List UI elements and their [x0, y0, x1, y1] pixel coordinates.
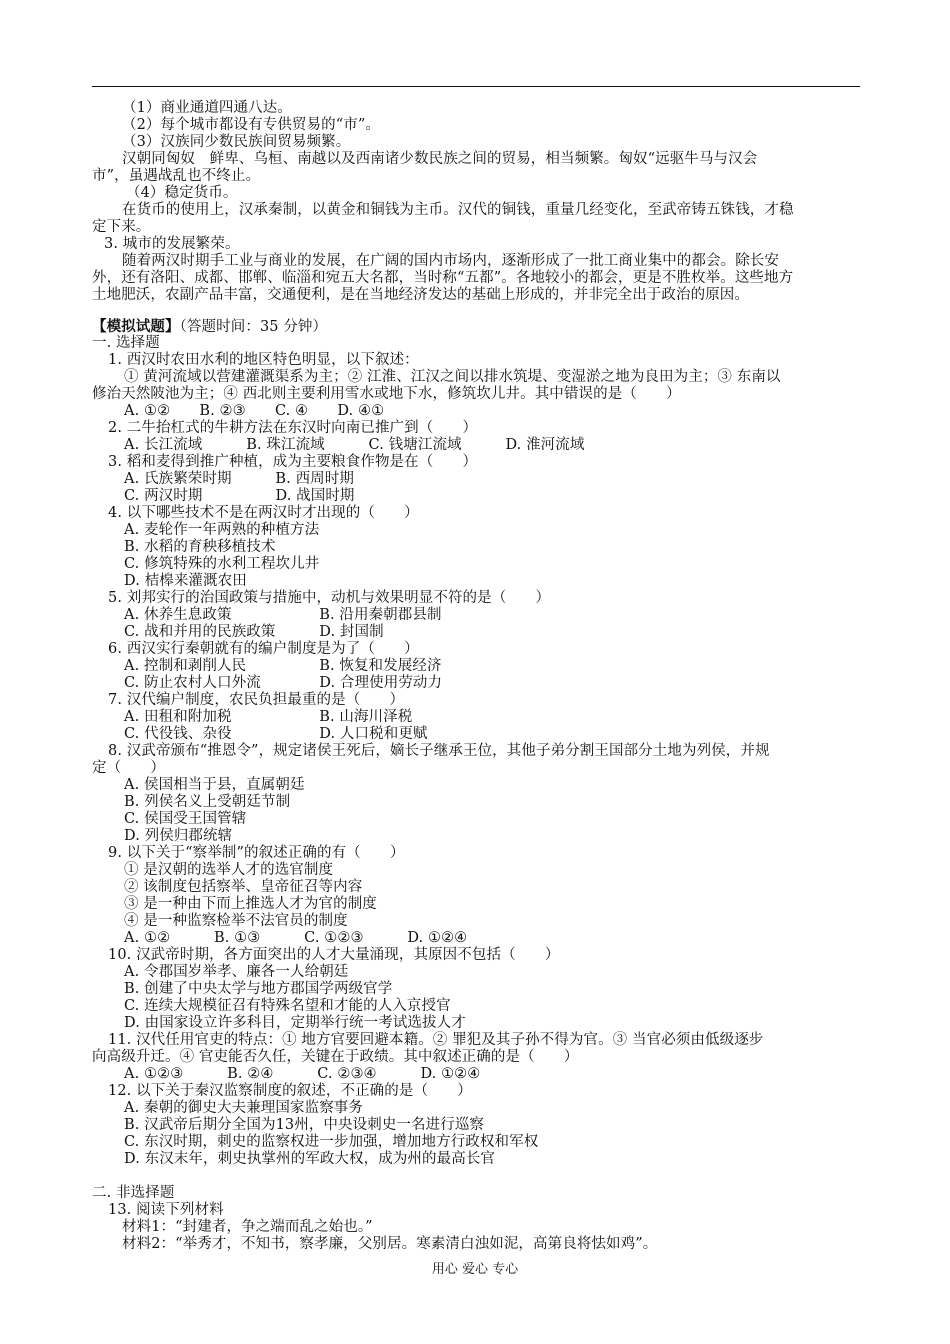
question: 3. 稻和麦得到推广种植，成为主要粮食作物是在（ ）: [108, 454, 478, 470]
answer-option: C. 侯国受王国管辖: [124, 811, 247, 827]
question: 10. 汉武帝时期，各方面突出的人才大量涌现，其原因不包括（ ）: [108, 947, 560, 963]
answer-options: A. ①② B. ②③ C. ④ D. ④①: [124, 403, 385, 419]
answer-option: A. 秦朝的御史大夫兼理国家监察事务: [124, 1100, 363, 1116]
text-line: （2）每个城市都设有专供贸易的“市”。: [122, 117, 380, 133]
question: 2. 二牛抬杠式的牛耕方法在东汉时向南已推广到（ ）: [108, 420, 478, 436]
question: 7. 汉代编户制度，农民负担最重的是（ ）: [108, 692, 405, 708]
answer-options: C. 战和并用的民族政策 D. 封国制: [124, 624, 384, 640]
text-line: 外，还有洛阳、成都、邯郸、临淄和宛五大名都，当时称“五都”。各地较小的都会，更是不胜枚举。这些地方: [92, 270, 794, 286]
question: 8. 汉武帝颁布“推恩令”，规定诸侯王死后，嫡长子继承王位，其他子弟分割王国部分土地为列侯，并规: [108, 743, 770, 759]
text-line: ④ 是一种监察检举不法官员的制度: [124, 913, 348, 929]
question: 13. 阅读下列材料: [108, 1202, 224, 1218]
answer-options: A. ①② B. ①③ C. ①②③ D. ①②④: [124, 930, 468, 946]
text-line: （1）商业通道四通八达。: [122, 100, 292, 116]
text-line: ② 该制度包括察举、皇帝征召等内容: [124, 879, 363, 895]
answer-option: D. 桔槔来灌溉农田: [124, 573, 247, 589]
text-line: （3）汉族同少数民族间贸易频繁。: [122, 134, 351, 150]
answer-option: A. 侯国相当于县，直属朝廷: [124, 777, 305, 793]
answer-options: A. 休养生息政策 B. 沿用秦朝郡县制: [124, 607, 442, 623]
text-line: 材料2：“举秀才，不知书，察孝廉，父别居。寒素清白浊如泥，高第良将怯如鸡”。: [122, 1236, 658, 1252]
text-line: （4）稳定货币。: [126, 185, 238, 201]
text-line: 材料1：“封建者，争之端而乱之始也。”: [122, 1219, 373, 1235]
text-line: 一. 选择题: [92, 335, 160, 351]
answer-option: B. 列侯名义上受朝廷节制: [124, 794, 291, 810]
text-line: 在货币的使用上，汉承秦制，以黄金和铜钱为主币。汉代的铜钱，重量几经变化，至武帝铸五铢钱，才稳: [122, 202, 794, 218]
text-line: 定（ ）: [92, 760, 165, 776]
answer-options: A. 长江流域 B. 珠江流域 C. 钱塘江流域 D. 淮河流域: [124, 437, 585, 453]
answer-options: C. 代役钱、杂役 D. 人口税和更赋: [124, 726, 428, 742]
question: 5. 刘邦实行的治国政策与措施中，动机与效果明显不符的是（ ）: [108, 590, 551, 606]
answer-option: A. 麦轮作一年两熟的种植方法: [124, 522, 320, 538]
answer-option: B. 水稻的育秧移植技术: [124, 539, 276, 555]
question: 6. 西汉实行秦朝就有的编户制度是为了（ ）: [108, 641, 419, 657]
answer-options: C. 两汉时期 D. 战国时期: [124, 488, 355, 504]
answer-options: A. 田租和附加税 B. 山海川泽税: [124, 709, 413, 725]
section-heading: [92, 318, 327, 336]
page-footer: 用心 爱心 专心: [431, 1262, 519, 1277]
text-line: ① 是汉朝的选举人才的选官制度: [124, 862, 334, 878]
text-line: 土地肥沃，农副产品丰富，交通便利，是在当地经济发达的基础上形成的，并非完全出于政治的原因。: [92, 287, 749, 303]
text-line: 二. 非选择题: [92, 1185, 175, 1201]
answer-option: D. 东汉末年，刺史执掌州的军政大权，成为州的最高长官: [124, 1151, 496, 1167]
text-line: 向高级升迁。④ 官吏能否久任，关键在于政绩。其中叙述正确的是（ ）: [92, 1049, 579, 1065]
section-heading-note: （答题时间：35 分钟）: [179, 319, 328, 335]
text-line: ③ 是一种由下而上推选人才为官的制度: [124, 896, 377, 912]
text-line: ① 黄河流域以营建灌溉渠系为主；② 江淮、江汉之间以排水筑堤、变湿淤之地为良田为主；③ 东南以: [124, 369, 781, 385]
question: 12. 以下关于秦汉监察制度的叙述，不正确的是（ ）: [108, 1083, 472, 1099]
answer-options: C. 防止农村人口外流 D. 合理使用劳动力: [124, 675, 443, 691]
question: 9. 以下关于“察举制”的叙述正确的有（ ）: [108, 845, 405, 861]
answer-option: B. 汉武帝后期分全国为13州，中央设刺史一名进行巡察: [124, 1117, 485, 1133]
answer-option: D. 列侯归郡统辖: [124, 828, 233, 844]
section-heading-title: 【模拟试题】: [92, 318, 180, 335]
answer-option: C. 连续大规模征召有特殊名望和才能的人入京授官: [124, 998, 451, 1014]
text-line: 汉朝同匈奴 鲜卑、乌桓、南越以及西南诸少数民族之间的贸易，相当频繁。匈奴“远驱牛马与汉会: [122, 151, 758, 167]
header-rule: [92, 86, 860, 87]
answer-option: B. 创建了中央太学与地方郡国学两级官学: [124, 981, 393, 997]
answer-options: A. ①②③ B. ②④ C. ②③④ D. ①②④: [124, 1066, 481, 1082]
text-line: 3. 城市的发展繁荣。: [104, 236, 240, 252]
question: 4. 以下哪些技术不是在两汉时才出现的（ ）: [108, 505, 419, 521]
text-line: 修治天然陂池为主；④ 西北则主要利用雪水或地下水，修筑坎儿井。其中错误的是（ ）: [92, 386, 681, 402]
answer-options: A. 控制和剥削人民 B. 恢复和发展经济: [124, 658, 442, 674]
answer-option: D. 由国家设立许多科目，定期举行统一考试选拔人才: [124, 1015, 466, 1031]
answer-options: A. 氏族繁荣时期 B. 西周时期: [124, 471, 354, 487]
question: 11. 汉代任用官吏的特点：① 地方官要回避本籍。② 罪犯及其子孙不得为官。③ 当官必须由低级逐步: [108, 1032, 764, 1048]
question: 1. 西汉时农田水利的地区特色明显，以下叙述：: [108, 352, 419, 368]
answer-option: C. 东汉时期，刺史的监察权进一步加强，增加地方行政权和军权: [124, 1134, 539, 1150]
answer-option: A. 令郡国岁举孝、廉各一人给朝廷: [124, 964, 349, 980]
answer-option: C. 修筑特殊的水利工程坎儿井: [124, 556, 320, 572]
text-line: 市”，虽遇战乱也不终止。: [92, 168, 261, 184]
text-line: 定下来。: [92, 219, 151, 235]
text-line: 随着两汉时期手工业与商业的发展，在广阔的国内市场内，逐渐形成了一批工商业集中的都会。除长安: [122, 253, 779, 269]
